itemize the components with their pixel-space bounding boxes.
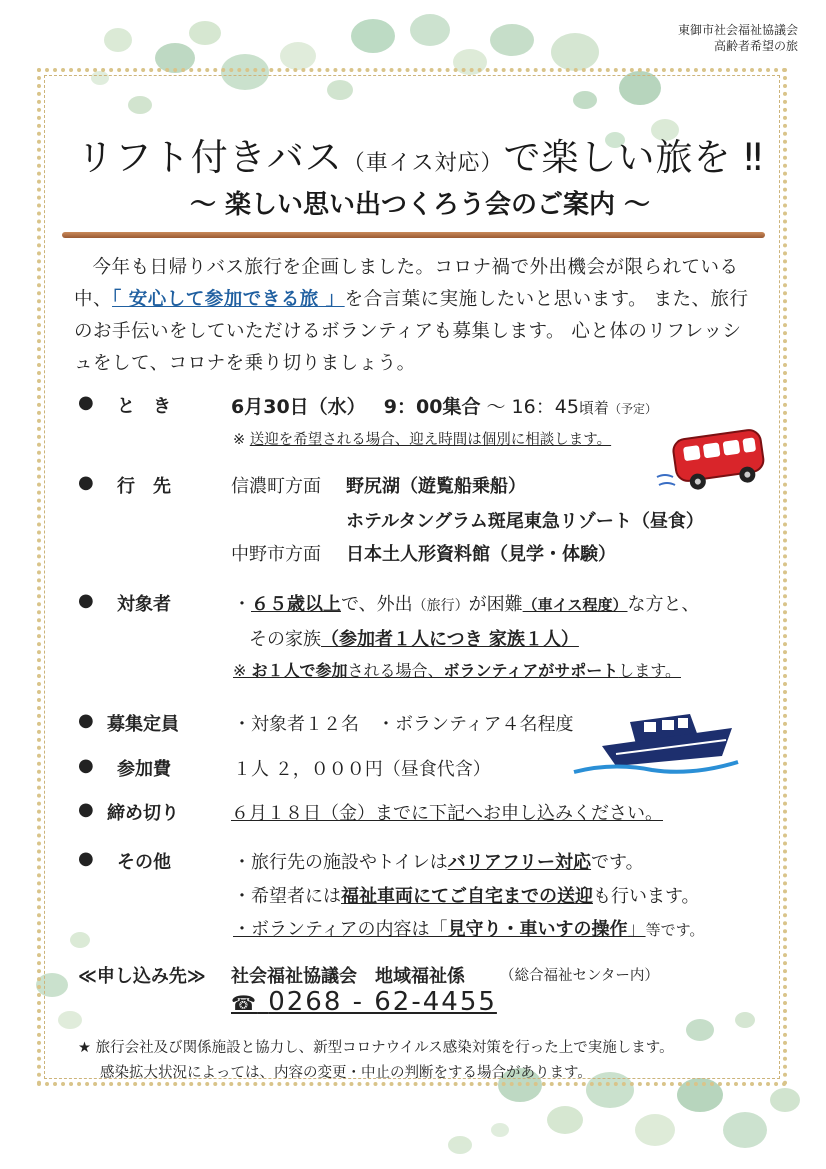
- label-shimekiri: 締め切り: [107, 803, 179, 824]
- taisho-note-mark: ※: [233, 661, 252, 680]
- contact-phone: [231, 987, 497, 1017]
- taisho-line-1: [233, 590, 700, 616]
- title-main-b: で楽しい旅を ‼: [503, 136, 764, 179]
- label-sonota: その他: [117, 852, 171, 873]
- intro-line-3: のお手伝いをしていただけるボランティアも募集します。 心と体のリフレッシ: [74, 321, 742, 342]
- organization-header: [678, 22, 798, 54]
- taisho-dot: ・: [233, 594, 251, 615]
- sonota-l2a: ・希望者には: [233, 886, 341, 907]
- taisho-line-2: [249, 625, 579, 651]
- label-ikisaki: 行 先: [117, 476, 171, 497]
- sonota-l2c: も行います。: [593, 886, 700, 907]
- ikisaki-area-2: 中野市方面: [231, 544, 321, 565]
- label-teiin: 募集定員: [107, 714, 179, 735]
- bullet-taisho: ●: [78, 590, 94, 611]
- org-dept: 高齢者希望の旅: [713, 39, 798, 53]
- sonota-l1c: です。: [591, 852, 644, 873]
- ikisaki-area-1: 信濃町方面: [231, 476, 321, 497]
- ikisaki-place-1: 野尻湖（遊覧船乗船）: [346, 476, 526, 497]
- taisho-age: ６５歳以上: [251, 594, 341, 615]
- sonota-barrier-free: バリアフリー対応: [447, 852, 592, 873]
- intro-highlight: 「 安心して参加できる旅 」: [112, 289, 345, 310]
- sonota-l3c: 」: [627, 919, 646, 940]
- taisho-line-3: [233, 658, 681, 681]
- sonota-line-2: [233, 882, 700, 908]
- sonota-volunteer-role: 見守り・車いすの操作: [447, 919, 628, 940]
- taisho-family-note: （参加者１人につき 家族１人）: [321, 629, 579, 650]
- taisho-l3c: される場合、: [347, 661, 444, 680]
- taisho-l1g: な方と、: [627, 594, 700, 615]
- footer-line-2: 感染拡大状況によっては、内容の変更・中止の判断をする場合があります。: [100, 1065, 592, 1081]
- intro-line-2b: を合言葉に実施したいと思います。 また、旅行: [344, 289, 749, 310]
- taisho-support: ボランティアがサポート: [443, 661, 619, 680]
- ikisaki-place-3: 日本土人形資料館（見学・体験）: [346, 544, 616, 565]
- shimekiri-value: ６月１８日（金）までに下記へお申し込みください。: [231, 803, 663, 824]
- bullet-toki: ●: [78, 392, 94, 413]
- title-main-a: リフト付きバス: [76, 136, 343, 179]
- label-hiyo: 参加費: [117, 759, 171, 780]
- ikisaki-place-2: ホテルタングラム斑尾東急リゾート（昼食）: [346, 511, 704, 532]
- taisho-l1d: （旅行）: [412, 598, 469, 614]
- page-subtitle: ～ 楽しい思い出つくろう会のご案内 ～: [189, 190, 651, 220]
- toki-value: [231, 392, 657, 419]
- moushikomi-org: 社会福祉協議会 地域福祉係: [231, 966, 465, 987]
- footer-line-1: [78, 1036, 674, 1057]
- intro-line-1: 今年も日帰りバス旅行を企画しました。コロナ禍で外出機会が限られている: [92, 257, 739, 278]
- label-toki: と き: [117, 396, 171, 417]
- star-icon: ★: [78, 1040, 91, 1056]
- title-paren: （車イス対応）: [342, 151, 504, 176]
- moushikomi-place: （総合福祉センター内）: [500, 968, 659, 984]
- toki-note-text: 送迎を希望される場合、迎え時間は個別に相談します。: [249, 432, 612, 448]
- sonota-line-1: [233, 848, 644, 874]
- taisho-l1c: で、外出: [341, 594, 413, 615]
- sonota-l3d: 等です。: [645, 921, 705, 939]
- footer-text-1: 旅行会社及び関係施設と協力し、新型コロナウイルス感染対策を行った上で実施します。: [95, 1040, 674, 1056]
- taisho-l1f: （車イス程度）: [522, 596, 628, 614]
- taisho-l3e: します。: [618, 661, 681, 680]
- taisho-family: その家族: [249, 629, 321, 650]
- bus-illustration: [655, 425, 773, 495]
- sonota-l1a: ・旅行先の施設やトイレは: [233, 852, 448, 873]
- intro-paragraph: [74, 252, 766, 380]
- org-name: 東御市社会福祉協議会: [677, 23, 798, 37]
- bullet-sonota: ●: [78, 848, 94, 869]
- title-divider: [62, 232, 765, 238]
- toki-time: 9：00集合: [383, 396, 481, 418]
- toki-note-mark: ※: [233, 432, 246, 448]
- label-moushikomi: ≪申し込み先≫: [78, 966, 206, 987]
- page-title: [70, 127, 770, 181]
- intro-line-4: ュをして、コロナを乗り切りましょう。: [74, 353, 416, 374]
- toki-note: [233, 428, 611, 449]
- boat-illustration: [572, 700, 742, 780]
- toki-date: 6月30日（水）: [231, 396, 366, 418]
- bullet-hiyo: ●: [78, 755, 94, 776]
- label-taisho: 対象者: [117, 594, 171, 615]
- bullet-shimekiri: ●: [78, 799, 94, 820]
- toki-plan: （予定）: [608, 402, 657, 416]
- toki-arrive: 頃着: [578, 399, 609, 417]
- bullet-ikisaki: ●: [78, 472, 94, 493]
- teiin-value: ・対象者１２名 ・ボランティア４名程度: [233, 714, 574, 735]
- sonota-l3a: ・ボランティアの内容は「: [233, 919, 448, 940]
- taisho-l1e: が困難: [468, 594, 523, 615]
- toki-rest: ～ 16：45: [486, 396, 579, 418]
- telephone-icon: ☎: [231, 991, 258, 1015]
- bullet-teiin: ●: [78, 710, 94, 731]
- sonota-line-3: [233, 915, 704, 941]
- sonota-transport: 福祉車両にてご自宅までの送迎: [341, 886, 593, 907]
- intro-line-2a: 中、: [74, 289, 113, 310]
- phone-number: 0268 - 62-4455: [268, 987, 497, 1017]
- hiyo-value: １人 ２，０００円（昼食代含）: [233, 759, 491, 780]
- taisho-alone: お１人で参加: [251, 661, 348, 680]
